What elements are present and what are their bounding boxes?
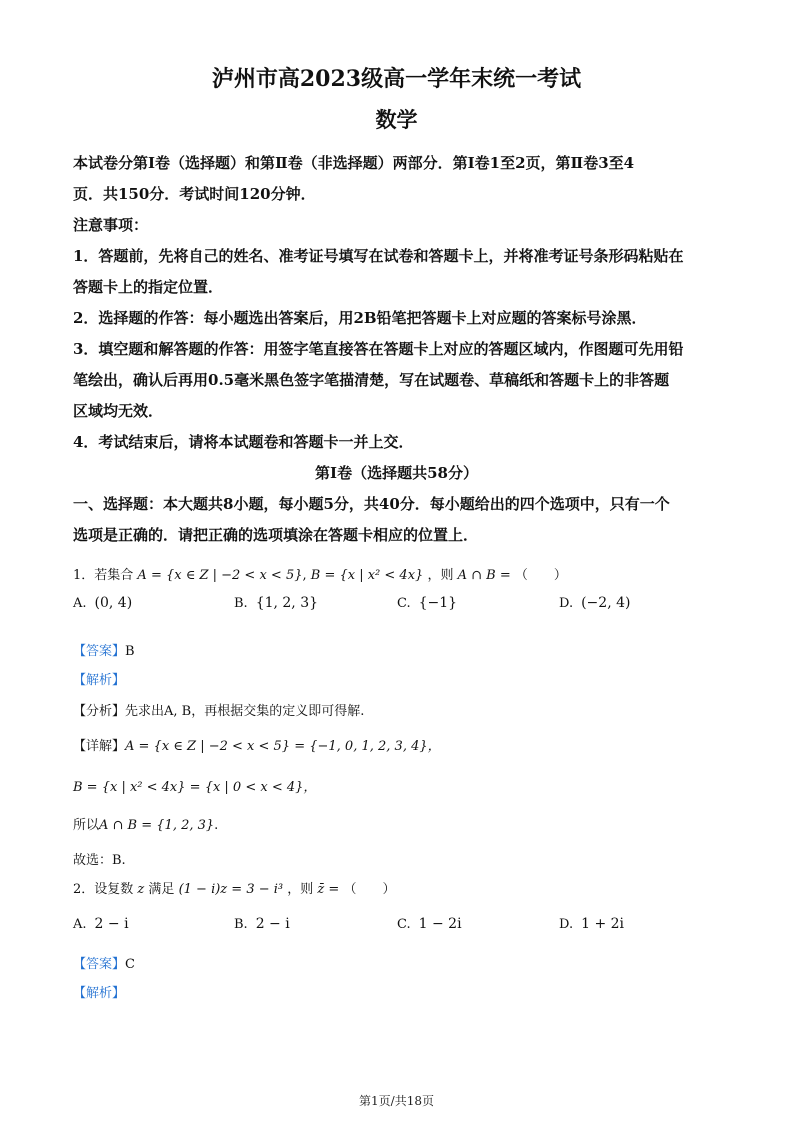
q2-then: ，则 — [287, 882, 314, 897]
question-1-stem: 1．若集合 A = {x ∈ Z | −2 < x < 5}, B = {x | x² < 4x} ，则 A ∩ B = （ ） — [73, 568, 567, 583]
q2-option-c — [397, 916, 462, 932]
option-value: 1 − 2i — [418, 916, 462, 932]
answer-value: C — [125, 957, 135, 972]
q1-analysis-tag: 【解析】 — [73, 673, 126, 688]
q1-option-a — [73, 595, 132, 611]
section-heading: 第Ⅰ卷（选择题共58分） — [315, 464, 478, 482]
q1-choose: 故选：B. — [73, 853, 126, 868]
section-desc-line-1: 一、选择题：本大题共8小题，每小题5分，共40分．每小题给出的四个选项中，只有一个 — [73, 495, 670, 513]
notice-3-line-3: 区域均无效． — [73, 402, 164, 420]
q2-prefix: 2．设复数 — [73, 882, 134, 897]
answer-value: B — [125, 644, 135, 659]
q2-conj: z̄ = — [317, 882, 340, 897]
option-value: (0, 4) — [94, 595, 133, 611]
fenxi-tag: 【分析】 — [73, 704, 126, 719]
subject-title: 数学 — [375, 107, 418, 132]
q1-then: ，则 — [427, 568, 454, 583]
q1-fenxi — [73, 700, 364, 719]
option-key: D. — [559, 596, 574, 611]
detail-prefix: 所以 — [73, 818, 100, 833]
detail-result: A ∩ B = {1, 2, 3} — [99, 818, 215, 833]
q2-equation: (1 − i)z = 3 − i³ — [178, 882, 284, 897]
q2-option-b — [234, 916, 290, 932]
fenxi-text: 先求出A, B，再根据交集的定义即可得解. — [125, 704, 365, 719]
notice-1-line-1: 1．答题前，先将自己的姓名、准考证号填写在试卷和答题卡上，并将准考证号条形码粘贴在 — [73, 247, 684, 265]
detail-math: A = {x ∈ Z | −2 < x < 5} = {−1, 0, 1, 2, 3, 4}， — [125, 739, 441, 754]
q1-detail-line-2: B = {x | x² < 4x} = {x | 0 < x < 4}， — [73, 780, 317, 795]
q1-paren: （ ） — [514, 568, 567, 583]
q2-answer — [73, 953, 135, 972]
option-key: A. — [73, 596, 87, 611]
q1-prefix: 1．若集合 — [73, 568, 134, 583]
intro-line-1: 本试卷分第Ⅰ卷（选择题）和第Ⅱ卷（非选择题）两部分．第Ⅰ卷1至2页，第Ⅱ卷3至4 — [73, 154, 635, 172]
exam-title: 泸州市高2023级高一学年末统一考试 — [211, 66, 582, 92]
notice-4: 4．考试结束后，请将本试题卷和答题卡一并上交． — [73, 433, 414, 451]
page-footer: 第1页/共18页 — [359, 1094, 434, 1108]
q2-var: z — [137, 882, 145, 897]
q2-mid: 满足 — [148, 882, 175, 897]
q1-detail-line-1 — [73, 735, 441, 754]
q2-analysis-tag: 【解析】 — [73, 986, 126, 1001]
notice-3-line-2: 笔绘出，确认后再用0.5毫米黑色签字笔描清楚，写在试题卷、草稿纸和答题卡上的非答题 — [73, 371, 670, 389]
option-key: B. — [234, 917, 248, 932]
option-key: C. — [397, 917, 411, 932]
option-key: C. — [397, 596, 411, 611]
q1-answer — [73, 640, 135, 659]
q1-option-b — [234, 595, 318, 611]
option-key: A. — [73, 917, 87, 932]
q1-option-d — [559, 595, 630, 611]
option-value: (−2, 4) — [581, 595, 631, 611]
q2-paren: （ ） — [343, 882, 396, 897]
q1-set-a: A = {x ∈ Z | −2 < x < 5} — [137, 568, 303, 583]
q1-detail-line-3 — [73, 814, 218, 833]
option-value: {−1} — [418, 595, 458, 611]
option-key: B. — [234, 596, 248, 611]
option-value: 2 − i — [255, 916, 290, 932]
detail-tag: 【详解】 — [73, 739, 126, 754]
q1-option-c — [397, 595, 457, 611]
q2-option-a — [73, 916, 129, 932]
option-key: D. — [559, 917, 574, 932]
section-desc-line-2: 选项是正确的．请把正确的选项填涂在答题卡相应的位置上． — [73, 526, 479, 544]
notice-title: 注意事项： — [73, 216, 149, 234]
q1-set-b: B = {x | x² < 4x} — [310, 568, 424, 583]
question-2-stem — [73, 878, 395, 897]
notice-3-line-1: 3．填空题和解答题的作答：用签字笔直接答在答题卡上对应的答题区域内，作图题可先用铅 — [73, 340, 684, 358]
option-value: 1 + 2i — [581, 916, 625, 932]
q1-expr: A ∩ B = — [457, 568, 511, 583]
q2-option-d — [559, 916, 624, 932]
answer-tag: 【答案】 — [73, 957, 126, 972]
intro-line-2: 页．共150分．考试时间120分钟． — [73, 185, 316, 203]
notice-2: 2．选择题的作答：每小题选出答案后，用2B铅笔把答题卡上对应题的答案标号涂黑． — [73, 309, 647, 327]
answer-tag: 【答案】 — [73, 644, 126, 659]
option-value: {1, 2, 3} — [255, 595, 319, 611]
detail-suffix: . — [214, 818, 219, 833]
notice-1-line-2: 答题卡上的指定位置． — [73, 278, 224, 296]
option-value: 2 − i — [94, 916, 129, 932]
